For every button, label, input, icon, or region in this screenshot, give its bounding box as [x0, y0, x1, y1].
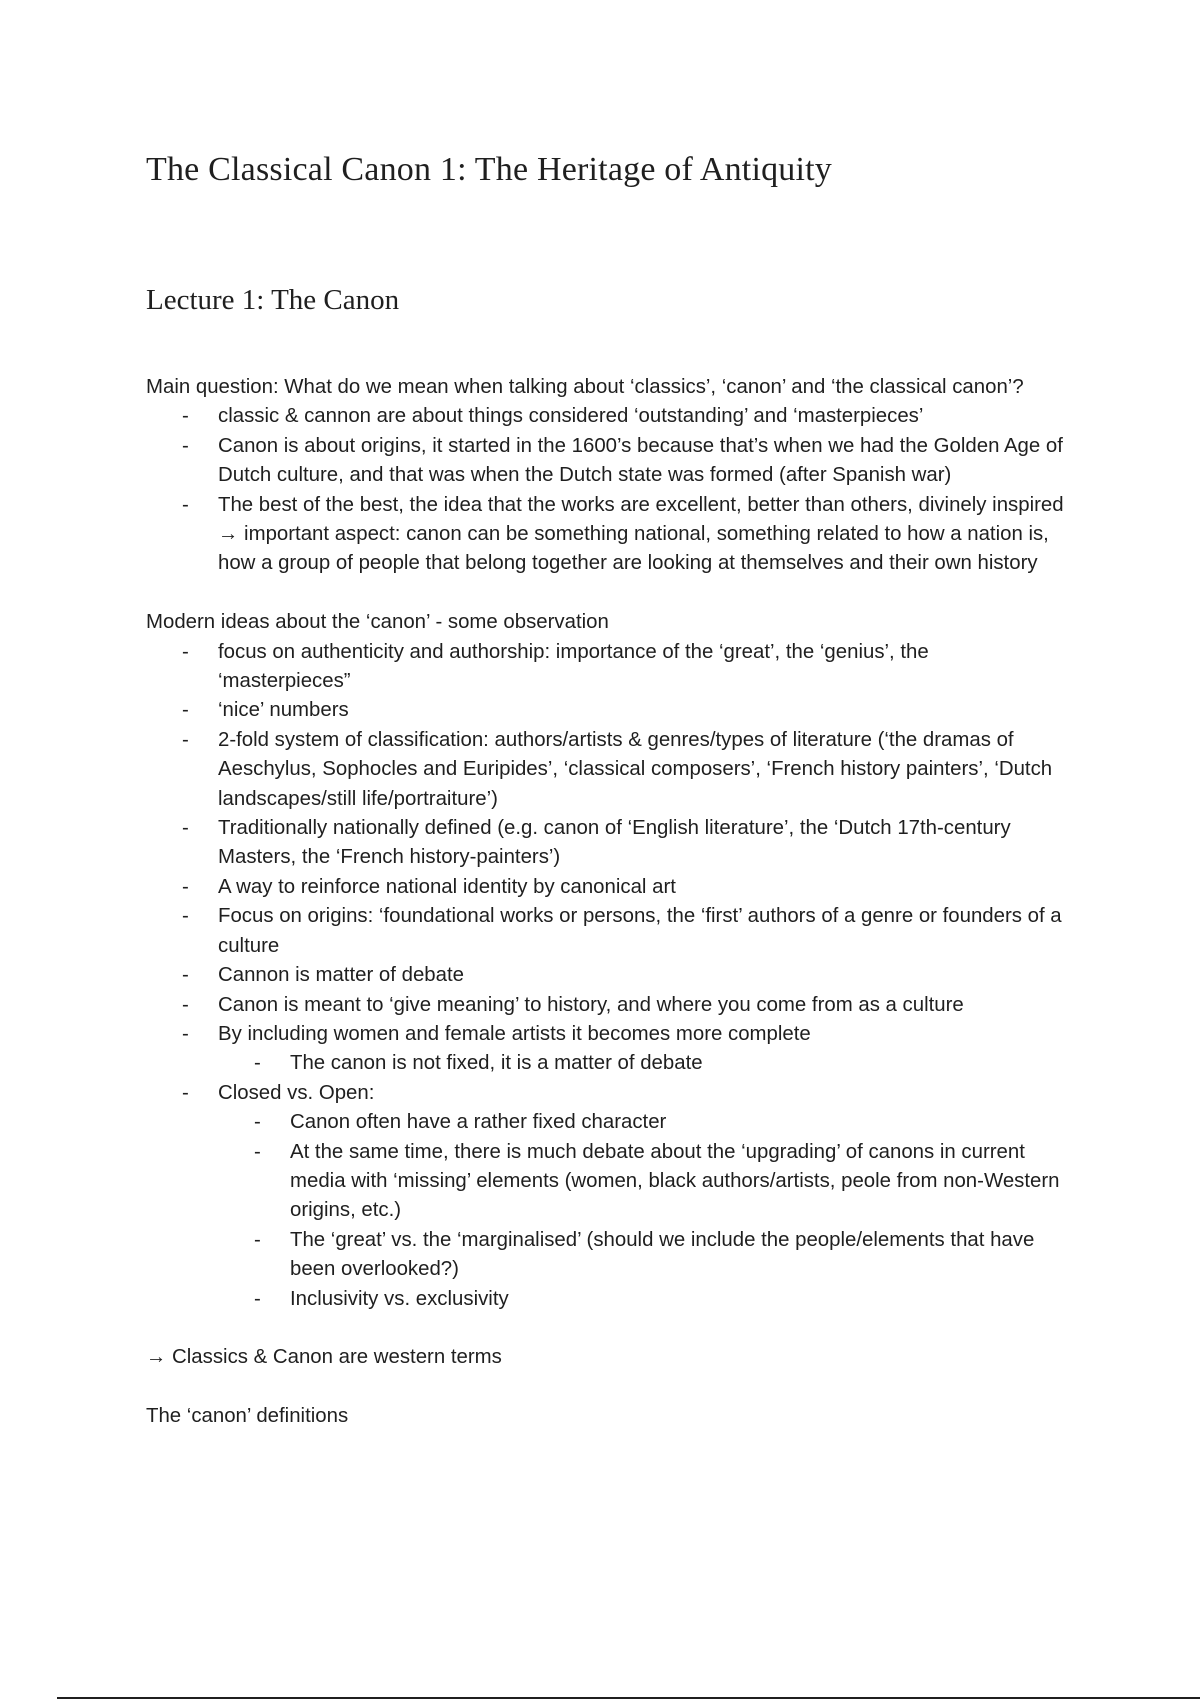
modern-ideas-list	[146, 638, 1066, 1314]
definitions-heading: The ‘canon’ definitions	[146, 1405, 349, 1428]
list-item: - ‘nice’ numbers	[218, 696, 1066, 725]
list-item: - focus on authenticity and authorship: importance of the ‘great’, the ‘genius’, the ‘masterpieces”	[218, 638, 1066, 697]
modern-ideas-heading: Modern ideas about the ‘canon’ - some observation	[146, 611, 609, 634]
list-item: - classic & cannon are about things considered ‘outstanding’ and ‘masterpieces’	[218, 402, 1066, 431]
main-question: Main question: What do we mean when talking about ‘classics’, ‘canon’ and ‘the classical canon’?	[146, 376, 1024, 398]
list-item: - Canon is about origins, it started in the 1600’s because that’s when we had the Golden Age of Dutch culture, and that was when the Dutch state was formed (after Spanish war)	[218, 432, 1066, 491]
list-item: - 2-fold system of classification: authors/artists & genres/types of literature (‘the dramas of Aeschylus, Sophocles and Euripides’, ‘classical composers’, ‘French history painters’, ‘Dutch landscapes/still life/portraiture’)	[218, 726, 1066, 814]
sublist-item: - Canon often have a rather fixed character	[290, 1108, 1066, 1137]
main-question-list	[146, 402, 1066, 578]
list-item: - Cannon is matter of debate	[218, 961, 1066, 990]
list-item-text: Closed vs. Open:	[218, 1081, 375, 1104]
list-item: - Canon is meant to ‘give meaning’ to history, and where you come from as a culture	[218, 991, 1066, 1020]
paragraph-spacer	[146, 1314, 1066, 1343]
document-body	[146, 373, 1066, 1432]
sublist-item: - The canon is not fixed, it is a matter of debate	[290, 1049, 1066, 1078]
sublist-item: - At the same time, there is much debate about the ‘upgrading’ of canons in current media with ‘missing’ elements (women, black authors/artists, peole from non-Western origins, etc.)	[290, 1138, 1066, 1226]
lecture-heading: Lecture 1: The Canon	[146, 284, 400, 316]
list-item-with-sublist	[218, 1020, 1066, 1079]
sublist-item: - Inclusivity vs. exclusivity	[290, 1285, 1066, 1314]
list-item: - The best of the best, the idea that the works are excellent, better than others, divinely inspired → important aspect: canon can be something national, something related to how a nation is, how a group of people that belong together are looking at themselves and their own history	[218, 491, 1066, 579]
list-item: - A way to reinforce national identity by canonical art	[218, 873, 1066, 902]
conclusion-line: → Classics & Canon are western terms	[146, 1346, 502, 1369]
list-item-text: By including women and female artists it becomes more complete	[218, 1022, 811, 1045]
list-item: - Traditionally nationally defined (e.g. canon of ‘English literature’, the ‘Dutch 17th-century Masters, the ‘French history-painters’)	[218, 814, 1066, 873]
women-sublist	[218, 1049, 1066, 1078]
paragraph-spacer	[146, 579, 1066, 608]
document-title: The Classical Canon 1: The Heritage of Antiquity	[146, 151, 832, 188]
list-item-with-sublist	[218, 1079, 1066, 1314]
paragraph-spacer	[146, 1373, 1066, 1402]
closed-open-sublist	[218, 1108, 1066, 1314]
page-bottom-rule	[57, 1697, 1200, 1699]
sublist-item: - The ‘great’ vs. the ‘marginalised’ (should we include the people/elements that have been overlooked?)	[290, 1226, 1066, 1285]
list-item: - Focus on origins: ‘foundational works or persons, the ‘first’ authors of a genre or founders of a culture	[218, 902, 1066, 961]
